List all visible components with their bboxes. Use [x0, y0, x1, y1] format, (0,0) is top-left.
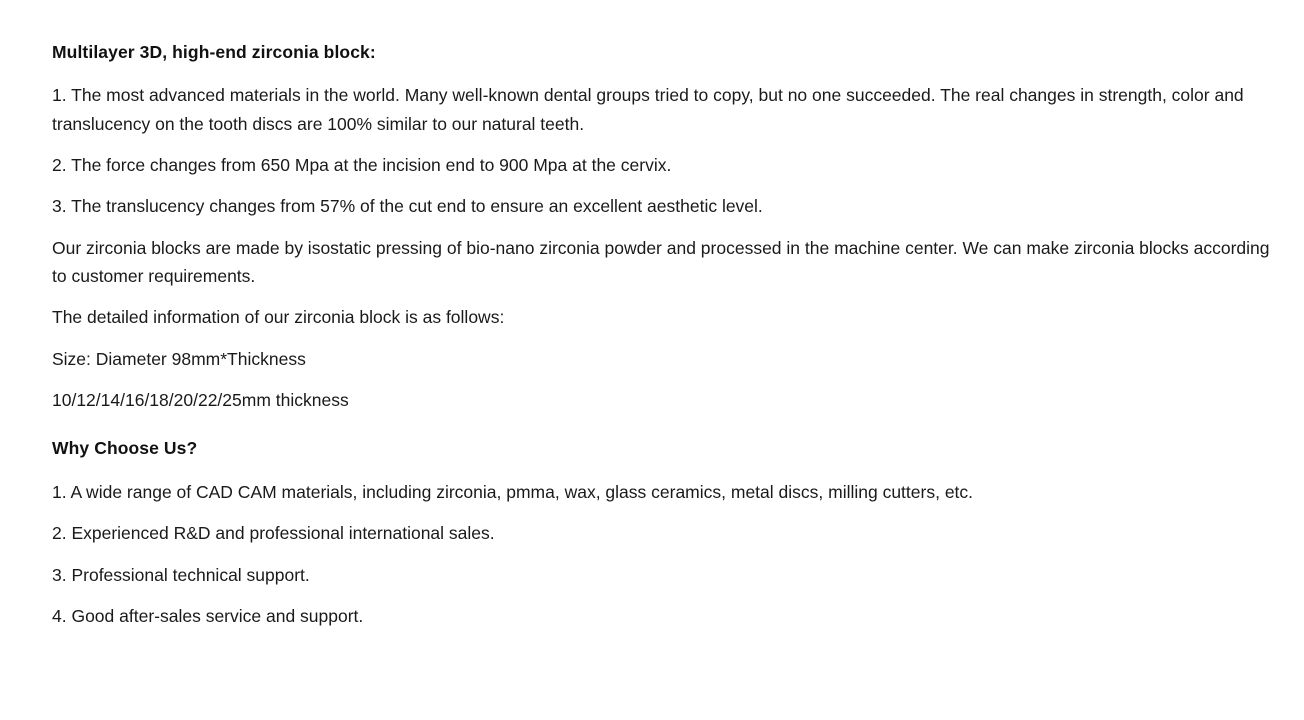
section-heading-why-choose-us: Why Choose Us? — [52, 438, 198, 459]
document-content — [52, 40, 1284, 643]
left-margin — [0, 0, 8, 720]
paragraph-after-sales-service: 4. Good after-sales service and support. — [52, 605, 364, 626]
section-heading-multilayer: Multilayer 3D, high-end zirconia block: — [52, 42, 376, 62]
paragraph-isostatic-pressing: Our zirconia blocks are made by isostatic pressing of bio-nano zirconia powder and processed in the machine center. We can make zirconia blocks according to customer requirements. — [52, 237, 1270, 287]
paragraph-experienced-rd: 2. Experienced R&D and professional international sales. — [52, 523, 495, 544]
paragraph-wide-range-materials: 1. A wide range of CAD CAM materials, including zirconia, pmma, wax, glass ceramics, metal discs, milling cutters, etc. — [52, 481, 974, 502]
paragraph-thickness-options: 10/12/14/16/18/20/22/25mm thickness — [52, 390, 349, 411]
paragraph-technical-support: 3. Professional technical support. — [52, 564, 310, 585]
paragraph-advanced-materials: 1. The most advanced materials in the world. Many well-known dental groups tried to copy, but no one succeeded. The real changes in strength, color and translucency on the tooth discs are 100% similar to our natural teeth. — [52, 85, 1244, 134]
paragraph-translucency-changes: 3. The translucency changes from 57% of the cut end to ensure an excellent aesthetic level. — [52, 196, 763, 217]
paragraph-size: Size: Diameter 98mm*Thickness — [52, 348, 306, 369]
paragraph-force-changes: 2. The force changes from 650 Mpa at the incision end to 900 Mpa at the cervix. — [52, 155, 672, 176]
paragraph-detailed-information: The detailed information of our zirconia block is as follows: — [52, 307, 505, 328]
